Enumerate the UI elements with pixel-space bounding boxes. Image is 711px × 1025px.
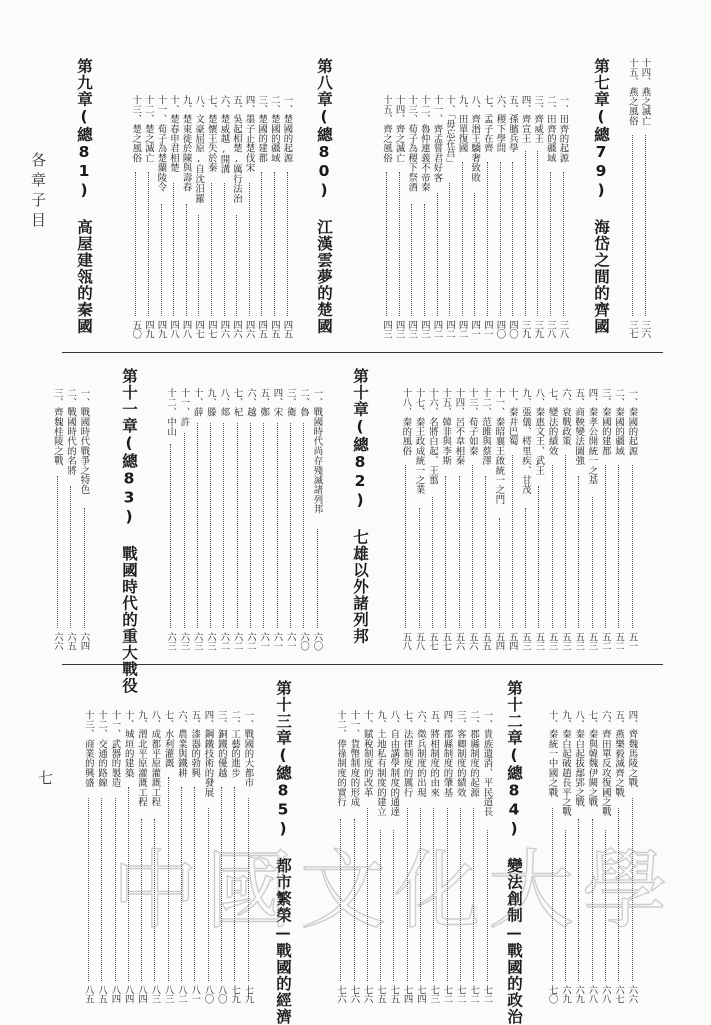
toc-entry-text: 四、齊魏馬陵之戰 — [626, 710, 638, 788]
toc-entry-page: 六八 — [599, 985, 611, 1004]
toc-entry-text: 二、秦國的疆域 — [613, 388, 625, 456]
toc-entry-text: 六、徵兵制度的出現 — [414, 710, 426, 798]
dot-leader — [578, 476, 579, 628]
toc-entry-page: 七二 — [441, 985, 453, 1004]
toc-entry-page: 六三 — [165, 632, 177, 651]
toc-entry-page: 五三 — [533, 632, 545, 651]
dot-leader — [354, 819, 355, 981]
dot-leader — [386, 172, 387, 316]
dot-leader — [411, 204, 412, 316]
toc-entry-page: 五八 — [400, 632, 412, 651]
dot-leader — [485, 476, 486, 628]
toc-entry-page: 八三 — [149, 985, 161, 1004]
dot-leader — [57, 476, 58, 628]
dot-leader — [432, 497, 433, 628]
toc-entry-page: 四八 — [168, 320, 179, 339]
dot-leader — [317, 529, 318, 628]
toc-entry-page: 五三 — [559, 632, 571, 651]
toc-entry-text: 十一、許 — [178, 388, 190, 427]
dot-leader — [393, 830, 394, 981]
dot-leader — [263, 423, 264, 628]
dot-leader — [537, 151, 538, 316]
toc-entry-page: 四五 — [281, 320, 293, 339]
toc-entry-page: 五五 — [480, 632, 492, 651]
toc-entry-text: 十、秦統一中國之戰 — [546, 710, 558, 798]
dot-leader — [405, 465, 406, 628]
toc-entry-page: 四三 — [381, 320, 392, 339]
toc-entry-text: 五、漆器的勃興 — [189, 710, 201, 778]
toc-entry-text: 三、秦國的建都 — [599, 388, 611, 456]
dot-leader — [592, 819, 593, 981]
page-side-title: 各章子目 — [29, 152, 47, 232]
dot-leader — [447, 808, 448, 981]
toc-entry-page: 六六 — [626, 985, 638, 1004]
dot-leader — [84, 508, 85, 628]
toc-entry-page: 七二 — [481, 985, 493, 1004]
dot-leader — [525, 508, 526, 628]
dot-leader — [277, 423, 278, 628]
toc-entry-page: 六五 — [65, 632, 77, 651]
dot-leader — [148, 172, 149, 316]
toc-entry-page: 七九 — [242, 985, 254, 1004]
toc-entry-page: 六一 — [258, 632, 270, 651]
dot-leader — [605, 465, 606, 628]
toc-entry-page: 四二 — [444, 320, 455, 339]
toc-entry-text: 十一、貨幣制度的形成 — [348, 710, 360, 807]
dot-leader — [424, 204, 425, 316]
chapter-heading: 第十三章(總85) 都市繁榮—戰國的經濟 — [274, 680, 292, 1025]
toc-entry-text: 十、楚春申君相楚 — [168, 95, 179, 173]
dot-leader — [135, 172, 136, 316]
toc-entry-page: 三八 — [557, 320, 569, 339]
toc-entry-text: 七、楚懷王失於秦 — [205, 95, 217, 173]
toc-entry-text: 十、賦稅制度的改革 — [361, 710, 373, 798]
dot-leader — [445, 476, 446, 628]
toc-entry-page: 八〇 — [215, 985, 227, 1004]
dot-leader — [563, 172, 564, 316]
toc-entry-page: 五二 — [613, 632, 625, 651]
dot-leader — [399, 172, 400, 316]
toc-entry-page: 八三 — [162, 985, 174, 1004]
toc-entry-text: 五、商鞅變法圖強 — [573, 388, 585, 466]
dot-leader — [565, 830, 566, 981]
toc-entry-text: 三、衛 — [284, 388, 296, 418]
toc-entry-page: 八四 — [136, 985, 147, 1004]
toc-entry-page: 八一 — [189, 985, 201, 1004]
toc-entry-page: 七五 — [388, 985, 400, 1004]
dot-leader — [618, 808, 619, 981]
toc-entry-page: 四二 — [456, 320, 468, 339]
dot-leader — [249, 183, 250, 316]
toc-entry-page: 五三 — [546, 632, 558, 651]
toc-entry-text: 十四、呂不韋相秦 — [453, 388, 465, 466]
dot-leader — [290, 423, 291, 628]
dot-leader — [487, 830, 488, 981]
toc-entry-page: 七四 — [401, 985, 413, 1004]
toc-entry-text: 三、齊魏桂陵之戰 — [51, 388, 63, 466]
toc-entry-page: 五三 — [586, 632, 598, 651]
toc-entry-page: 四五 — [256, 320, 268, 339]
dot-leader — [248, 798, 249, 981]
toc-entry-page: 六〇 — [298, 632, 310, 651]
toc-entry-page: 八〇 — [202, 985, 214, 1004]
toc-entry-text: 十六、名將白起、王翦 — [426, 388, 438, 485]
toc-entry-page: 六八 — [586, 985, 598, 1004]
toc-entry-text: 一、田齊的起源 — [557, 95, 569, 163]
toc-entry-text: 四、秦孝公開統一之基 — [586, 388, 598, 485]
dot-leader — [380, 830, 381, 981]
toc-entry-text: 十三、荀子如秦 — [466, 388, 478, 456]
dot-leader — [154, 819, 155, 981]
toc-entry-page: 四七 — [193, 320, 205, 339]
toc-entry-page: 五〇 — [130, 320, 142, 339]
toc-entry-page: 四九 — [142, 320, 154, 339]
toc-entry-text: 八、齊湣王驕奢致敗 — [469, 95, 481, 183]
toc-entry-page: 六二 — [218, 632, 230, 651]
toc-entry-page: 四一 — [481, 320, 493, 339]
toc-entry-page: 六一 — [284, 632, 296, 651]
toc-entry-page: 六三 — [191, 632, 203, 651]
toc-entry-page: 八五 — [96, 985, 108, 1004]
dot-leader — [565, 455, 566, 628]
toc-entry-text: 二、田齊的疆域 — [544, 95, 556, 163]
toc-entry-text: 三、楚國的建都 — [256, 95, 268, 163]
chapter-heading: 第十二章(總84) 變法創制—戰國的政治 — [505, 680, 523, 1025]
toc-entry-text: 十一、武器的製造 — [109, 710, 121, 788]
toc-entry-text: 十五、韓非與李斯 — [440, 388, 452, 466]
toc-entry-text: 二、楚國的疆域 — [268, 95, 280, 163]
toc-entry-page: 五三 — [573, 632, 585, 651]
toc-entry-page: 六九 — [573, 985, 585, 1004]
toc-entry-text: 三、銅鐵的優越 — [215, 710, 227, 778]
toc-entry-text: 六、越 — [244, 388, 256, 418]
toc-entry-text: 十三、荀子為稷下祭酒 — [406, 95, 418, 192]
dot-leader — [128, 787, 129, 981]
toc-entry-text: 十一、秦昭襄王啟統一之門 — [493, 388, 505, 505]
toc-entry-text: 三、客卿制度的績效 — [454, 710, 466, 798]
toc-entry-page: 七六 — [335, 985, 347, 1004]
watermark: 中國文化大學 — [112, 841, 676, 941]
toc-entry-page: 八五 — [82, 985, 94, 1004]
toc-entry-page: 四八 — [180, 320, 192, 339]
toc-entry-text: 六、農業與鐵耕 — [175, 710, 187, 778]
dot-leader — [487, 162, 488, 316]
dot-leader — [462, 162, 463, 316]
toc-entry-page: 八四 — [122, 985, 134, 1004]
toc-entry-page: 四三 — [418, 320, 430, 339]
toc-entry-page: 四〇 — [494, 320, 506, 339]
dot-leader — [605, 830, 606, 981]
dot-leader — [303, 423, 304, 628]
dot-leader — [194, 787, 195, 981]
toc-entry-page: 六六 — [51, 632, 63, 651]
dot-leader — [500, 162, 501, 316]
page-number: 七 — [36, 770, 54, 785]
toc-entry-text: 十五、齊之風俗 — [381, 95, 392, 163]
dot-leader — [88, 798, 89, 981]
toc-entry-text: 十二、范雎與蔡澤 — [480, 388, 492, 466]
toc-entry-text: 十四、齊之滅亡 — [393, 95, 405, 163]
toc-entry-text: 八、文豪屈原,自沈汨羅 — [193, 95, 205, 204]
dot-leader — [367, 808, 368, 981]
toc-entry-text: 九、秦白起破趙長平之戰 — [559, 710, 571, 817]
dot-leader — [115, 798, 116, 981]
toc-entry-text: 十、城垣的建築 — [122, 710, 134, 778]
toc-entry-text: 十、秦并巴蜀 — [506, 388, 518, 447]
toc-entry-text: 十、薛 — [191, 388, 203, 418]
dot-leader — [224, 183, 225, 316]
toc-entry-text: 二、工藝的進步 — [229, 710, 241, 778]
toc-entry-page: 四一 — [469, 320, 481, 339]
toc-entry-text: 五、鄭 — [258, 388, 270, 418]
toc-entry-text: 四、齊宣王 — [519, 95, 531, 144]
toc-entry-text: 十三、商業的興盛 — [82, 710, 94, 788]
dot-leader — [186, 204, 187, 316]
dot-leader — [170, 444, 171, 628]
toc-entry-page: 五一 — [626, 632, 638, 651]
dot-leader — [197, 423, 198, 628]
toc-entry-page: 五三 — [520, 632, 531, 651]
toc-entry-page: 四五 — [268, 320, 280, 339]
toc-entry-page: 三九 — [519, 320, 531, 339]
toc-entry-text: 七、法律制度的厲行 — [401, 710, 413, 798]
toc-entry-text: 九、田單復國 — [456, 95, 468, 154]
dot-leader — [287, 172, 288, 316]
toc-entry-text: 八、秦白起拔鄢郢之戰 — [573, 710, 585, 807]
toc-entry-text: 四、宋 — [271, 388, 283, 418]
toc-entry-text: 四、郡縣制度的肇基 — [441, 710, 453, 798]
toc-entry-page: 五七 — [426, 632, 438, 651]
toc-entry-text: 七、水利灌溉 — [162, 710, 174, 769]
chapter-heading: 第十一章(總83) 戰國時代的重大戰役 — [120, 368, 138, 694]
toc-entry-text: 四、墨子止楚伐宋 — [243, 95, 255, 173]
toc-entry-text: 十一、荀子為楚蘭陵令 — [155, 95, 167, 192]
toc-entry-page: 五二 — [599, 632, 611, 651]
toc-entry-page: 七二 — [468, 985, 480, 1004]
toc-entry-page: 四〇 — [507, 320, 518, 339]
toc-entry-page: 四六 — [243, 320, 255, 339]
toc-entry-page: 六三 — [205, 632, 216, 651]
toc-entry-page: 四九 — [155, 320, 167, 339]
toc-entry-page: 三七 — [626, 320, 638, 339]
toc-entry-text: 八、秦惠文王、武王 — [533, 388, 545, 476]
dot-leader — [168, 777, 169, 981]
dot-leader — [512, 162, 513, 316]
toc-entry-page: 六四 — [78, 632, 90, 651]
dot-leader — [433, 808, 434, 981]
dot-leader — [525, 151, 526, 316]
toc-entry-text: 十二、魯仲連義不帝秦 — [418, 95, 430, 192]
toc-entry-text: 二、戰國時代的名將 — [65, 388, 77, 476]
dot-leader — [340, 819, 341, 981]
toc-entry-text: 一、貴族遺消、平民道長 — [481, 710, 493, 817]
toc-entry-text: 三、齊威王 — [532, 95, 544, 144]
toc-entry-text: 一、秦國的起源 — [626, 388, 638, 456]
toc-entry-page: 四六 — [218, 320, 230, 339]
toc-entry-text: 十二、俸祿制度的實行 — [335, 710, 347, 807]
toc-entry-page: 五六 — [466, 632, 478, 651]
dot-leader — [578, 819, 579, 981]
toc-entry-page: 七〇 — [546, 985, 558, 1004]
toc-entry-page: 四二 — [431, 320, 443, 339]
dot-leader — [474, 193, 475, 316]
toc-entry-text: 八、成都平原灌溉工程 — [149, 710, 161, 807]
chapter-heading: 第十章(總82) 七雄以外諸列邦 — [351, 368, 369, 645]
dot-leader — [141, 819, 142, 981]
toc-entry-page: 五六 — [453, 632, 465, 651]
dot-leader — [274, 172, 275, 316]
toc-entry-text: 九、楚東徙於陳與壽春 — [180, 95, 192, 192]
toc-entry-text: 十三、楚之風俗 — [130, 95, 142, 163]
dot-leader — [181, 787, 182, 981]
dot-leader — [221, 787, 222, 981]
toc-entry-page: 三九 — [532, 320, 544, 339]
toc-entry-page: 七九 — [229, 985, 241, 1004]
toc-entry-text: 七、變法的績效 — [546, 388, 558, 456]
toc-entry-page: 六二 — [244, 632, 256, 651]
dot-leader — [499, 518, 500, 628]
toc-entry-text: 十一、齊孟嘗君好客 — [431, 95, 443, 183]
dot-leader — [437, 193, 438, 316]
dot-leader — [236, 215, 237, 316]
toc-entry-page: 七五 — [375, 985, 386, 1004]
toc-entry-page: 三六 — [639, 320, 651, 339]
dot-leader — [592, 497, 593, 628]
toc-entry-page: 六一 — [271, 632, 283, 651]
dot-leader — [618, 465, 619, 628]
toc-entry-text: 十二、楚之滅亡 — [142, 95, 154, 163]
dot-leader — [460, 808, 461, 981]
dot-leader — [538, 486, 539, 628]
toc-entry-text: 七、杞 — [231, 388, 243, 418]
dot-leader — [419, 508, 420, 628]
toc-entry-text: 九、渭北平原灌溉工程 — [136, 710, 147, 807]
toc-entry-page: 八二 — [175, 985, 187, 1004]
toc-entry-page: 六〇 — [311, 632, 323, 651]
dot-leader — [184, 433, 185, 628]
toc-entry-text: 一、楚國的起源 — [281, 95, 293, 163]
toc-entry-page: 六二 — [231, 632, 243, 651]
dot-leader — [223, 423, 224, 628]
toc-entry-text: 五、燕樂毅滅齊之戰 — [613, 710, 625, 798]
dot-leader — [449, 183, 450, 316]
toc-entry-page: 四三 — [406, 320, 418, 339]
toc-entry-text: 十二、中山 — [165, 388, 177, 437]
dot-leader — [234, 787, 235, 981]
toc-entry-page: 七六 — [361, 985, 373, 1004]
toc-entry-page: 六七 — [613, 985, 625, 1004]
dot-leader — [459, 476, 460, 628]
chapter-heading: 第九章(總81) 高屋建瓴的秦國 — [75, 58, 93, 335]
toc-entry-page: 七二 — [454, 985, 466, 1004]
toc-entry-text: 一、戰國的大都市 — [242, 710, 254, 788]
dot-leader — [420, 808, 421, 981]
dot-leader — [101, 798, 102, 981]
toc-entry-text: 八、自由講學制度的通達 — [388, 710, 400, 817]
toc-entry-page: 七六 — [348, 985, 360, 1004]
toc-entry-text: 六、稷下學問 — [494, 95, 506, 154]
toc-entry-text: 五、吳起相楚,厲行法治 — [231, 95, 242, 204]
dot-leader — [512, 455, 513, 628]
dot-leader — [552, 465, 553, 628]
dot-leader — [198, 215, 199, 316]
chapter-heading: 第八章(總80) 江漢雲夢的楚國 — [315, 58, 333, 335]
dot-leader — [407, 808, 408, 981]
dot-leader — [250, 423, 251, 628]
toc-entry-text: 二、郡縣制度的起源 — [468, 710, 480, 798]
toc-entry-text: 十二、交通的路線 — [96, 710, 108, 788]
dot-leader — [208, 808, 209, 981]
toc-entry-text: 六、楚威越,開溝 — [218, 95, 230, 175]
toc-entry-page: 八四 — [109, 985, 121, 1004]
dot-leader — [210, 423, 211, 628]
toc-entry-page: 四七 — [205, 320, 217, 339]
toc-entry-page: 六九 — [559, 985, 571, 1004]
toc-entry-text: 九、土地私有制度的建立 — [375, 710, 386, 817]
toc-entry-text: 五、孫臏兵學 — [507, 95, 518, 154]
toc-entry-page: 五四 — [506, 632, 518, 651]
toc-entry-text: 十、「毋忘在莒」 — [444, 95, 455, 168]
toc-entry-page: 三八 — [544, 320, 556, 339]
toc-entry-page: 七三 — [428, 985, 440, 1004]
dot-leader — [70, 486, 71, 628]
dot-leader — [472, 465, 473, 628]
dot-leader — [173, 183, 174, 316]
toc-entry-text: 六、齊田單反攻復國之戰 — [599, 710, 611, 817]
dot-leader — [261, 172, 262, 316]
toc-entry-page: 六三 — [178, 632, 190, 651]
chapter-heading: 第七章(總79) 海岱之間的齊國 — [592, 58, 610, 335]
dot-leader — [473, 808, 474, 981]
toc-entry-page: 五四 — [493, 632, 505, 651]
toc-entry-text: 五、將相制度的由來 — [428, 710, 440, 798]
dot-leader — [237, 423, 238, 628]
toc-entry-text: 七、孟子在齊 — [481, 95, 493, 154]
toc-entry-text: 七、秦與韓魏伊闕之戰 — [586, 710, 598, 807]
dot-leader — [645, 135, 646, 316]
dot-leader — [161, 204, 162, 316]
toc-entry-page: 四六 — [231, 320, 242, 339]
toc-entry-text: 一、戰國時代尚存殘滅諸列邦 — [311, 388, 323, 514]
dot-leader — [211, 183, 212, 316]
toc-entry-text: 十八、秦的風俗 — [400, 388, 412, 456]
toc-entry-text: 十五、燕之風俗 — [626, 58, 638, 126]
toc-entry-page: 五八 — [413, 632, 425, 651]
toc-entry-page: 七四 — [414, 985, 426, 1004]
toc-entry-text: 九、張儀、樗里疾、甘茂 — [520, 388, 531, 495]
dot-leader — [552, 808, 553, 981]
toc-entry-page: 五七 — [440, 632, 452, 651]
toc-entry-text: 八、郯 — [218, 388, 230, 418]
toc-entry-text: 六、衰戰政策 — [559, 388, 571, 447]
toc-entry-page: 四三 — [393, 320, 405, 339]
toc-entry-text: 十七、秦王政成統一之業 — [413, 388, 425, 495]
toc-entry-text: 一、戰國時代戰爭之特色 — [78, 388, 90, 495]
toc-entry-text: 二、魯 — [298, 388, 310, 418]
dot-leader — [632, 135, 633, 316]
toc-entry-text: 十四、燕之滅亡 — [639, 58, 651, 126]
toc-entry-text: 四、鋼鐵技術的發展 — [202, 710, 214, 798]
dot-leader — [550, 172, 551, 316]
toc-entry-text: 九、滕 — [205, 388, 216, 418]
